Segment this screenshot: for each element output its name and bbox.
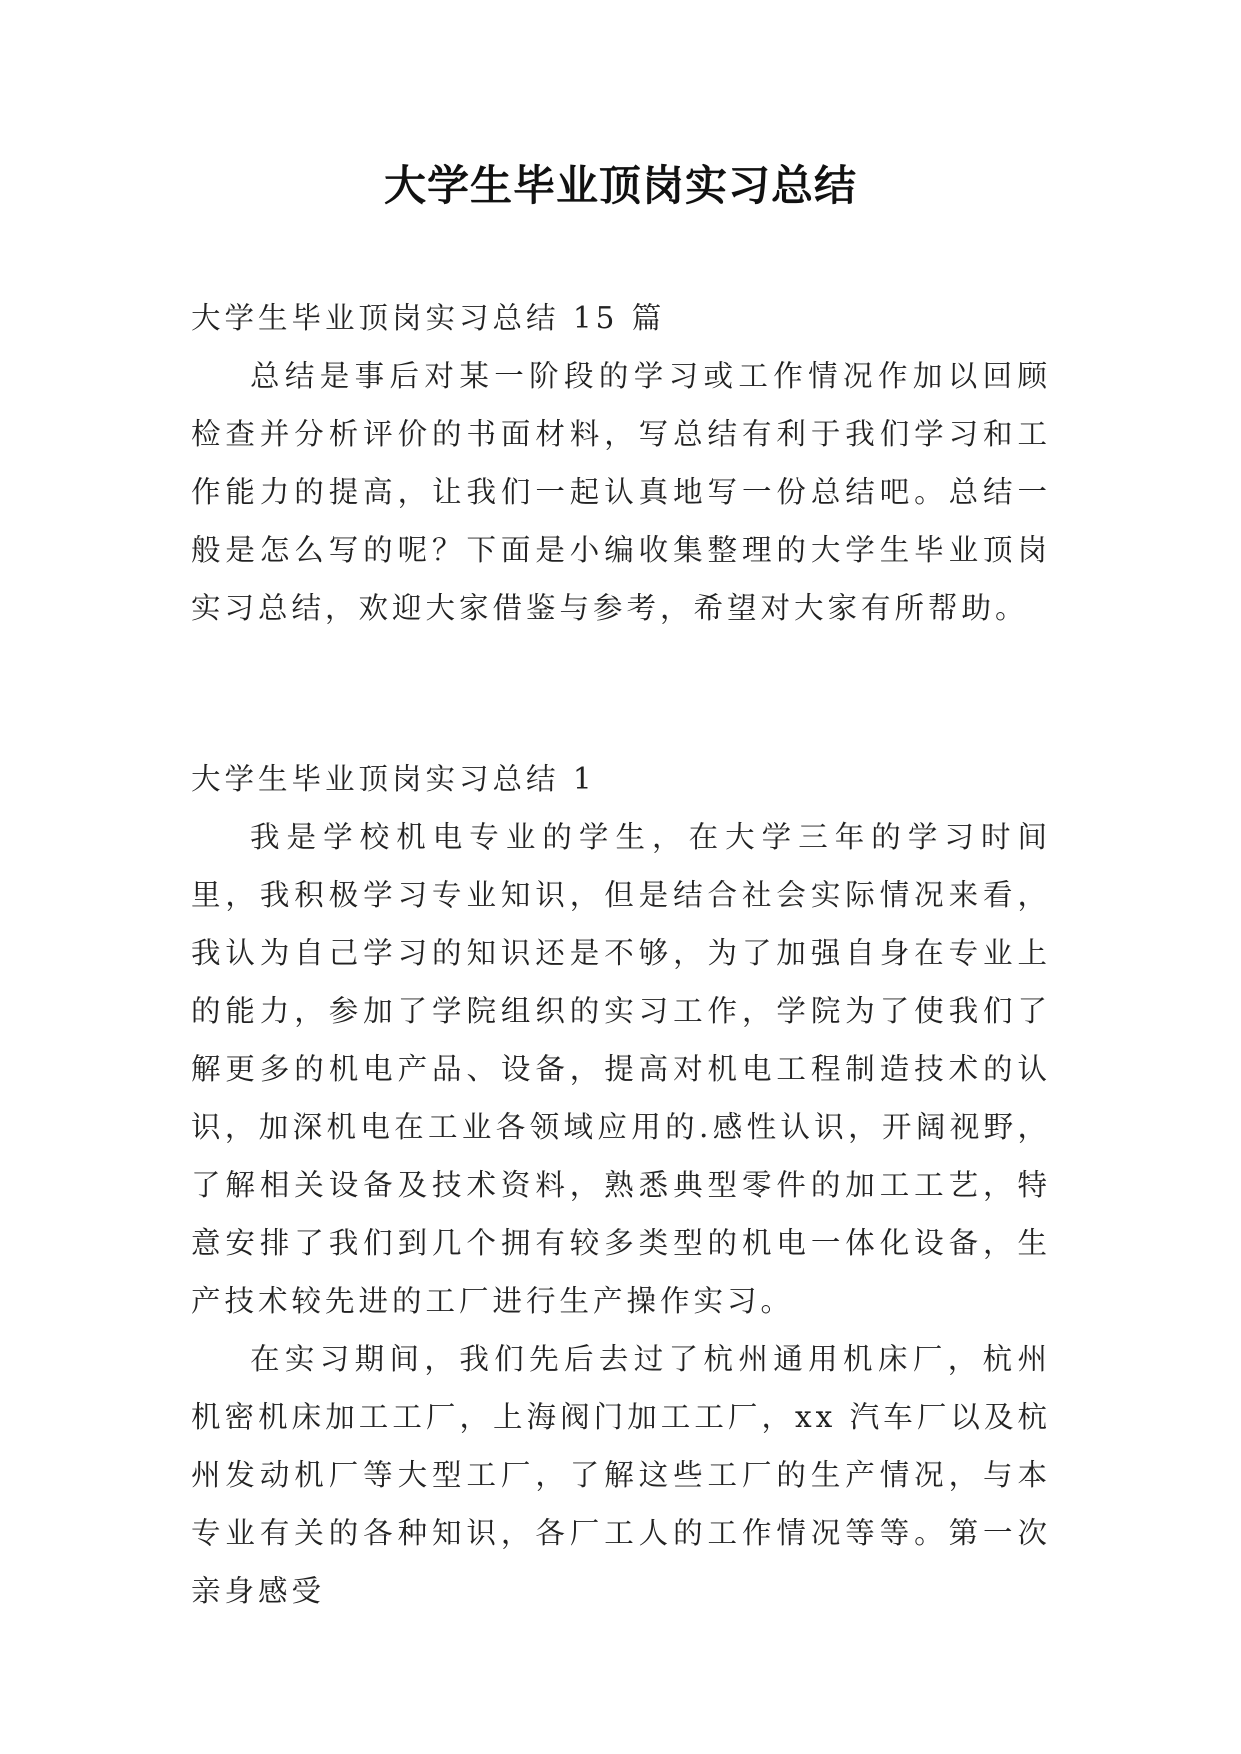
section-1-paragraph-2: 在实习期间，我们先后去过了杭州通用机床厂，杭州机密机床加工工厂，上海阀门加工工厂，xx 汽车厂以及杭州发动机厂等大型工厂，了解这些工厂的生产情况，与本专业有关的各种知识，各厂工人的工作情况等等。第一次亲身感受 bbox=[191, 1342, 1051, 1608]
section-1-heading: 大学生毕业顶岗实习总结 1 bbox=[191, 762, 596, 796]
section-1-paragraph-1: 我是学校机电专业的学生，在大学三年的学习时间里，我积极学习专业知识，但是结合社会实际情况来看，我认为自己学习的知识还是不够，为了加强自身在专业上的能力，参加了学院组织的实习工作，学院为了使我们了解更多的机电产品、设备，提高对机电工程制造技术的认识，加深机电在工业各领域应用的.感性认识，开阔视野，了解相关设备及技术资料，熟悉典型零件的加工工艺，特意安排了我们到几个拥有较多类型的机电一体化设备，生产技术较先进的工厂进行生产操作实习。 bbox=[191, 820, 1051, 1318]
document-title: 大学生毕业顶岗实习总结 bbox=[383, 161, 857, 210]
intro-heading: 大学生毕业顶岗实习总结 15 篇 bbox=[191, 301, 666, 335]
intro-section bbox=[191, 289, 1051, 637]
section-1 bbox=[191, 750, 1051, 1620]
intro-paragraph: 总结是事后对某一阶段的学习或工作情况作加以回顾检查并分析评价的书面材料，写总结有利于我们学习和工作能力的提高，让我们一起认真地写一份总结吧。总结一般是怎么写的呢？下面是小编收集整理的大学生毕业顶岗实习总结，欢迎大家借鉴与参考，希望对大家有所帮助。 bbox=[191, 359, 1051, 625]
